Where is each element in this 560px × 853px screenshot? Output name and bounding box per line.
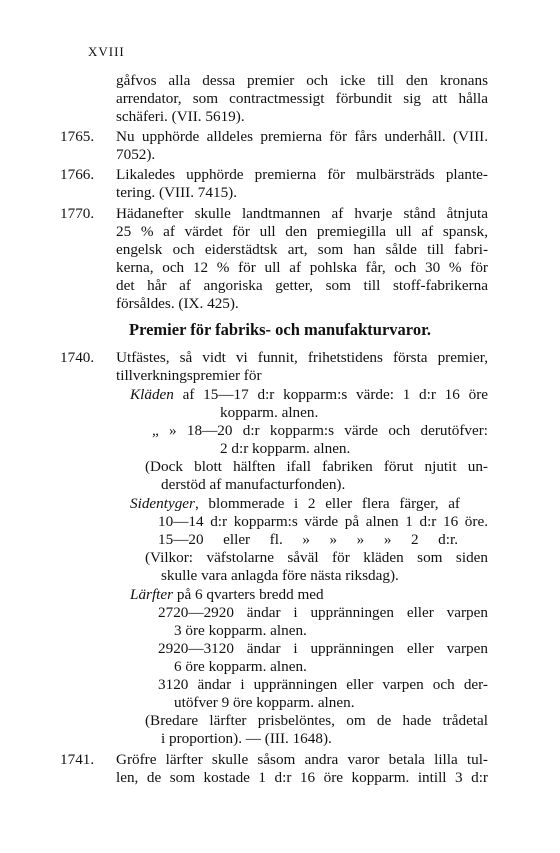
text-line: tillverkningspremier för [116, 367, 262, 384]
text-line: 3120 ändar i uppränningen eller varpen och der- [158, 676, 488, 693]
text-line: kerna, och 12 % för ull af pohlska får, och 30 % för [116, 259, 488, 276]
text-line: gåfvos alla dessa premier och icke till den kronans [116, 72, 488, 89]
text-line: 7052). [116, 146, 156, 163]
section-title: Premier för fabriks- och manufakturvaror. [128, 320, 432, 339]
text-line: (Vilkor: väfstolarne såväl för kläden som siden [145, 549, 488, 566]
text-line: skulle vara anlagda före nästa riksdag). [161, 567, 399, 584]
text-line: Lärfter på 6 qvarters bredd med [130, 586, 324, 603]
year-label: 1770. [60, 205, 95, 222]
text-line: 6 öre kopparm. alnen. [174, 658, 307, 675]
text-line: 3 öre kopparm. alnen. [174, 622, 307, 639]
text-line: 25 % af värdet för ull den premiegilla ull af spansk, [116, 223, 488, 240]
italic-term: Kläden [130, 386, 174, 403]
text-line: Gröfre lärfter skulle såsom andra varor betala lilla tul- [116, 751, 488, 768]
year-label: 1740. [60, 349, 95, 366]
text-line: „ » 18—20 d:r kopparm:s värde och derutöfver: [152, 422, 488, 439]
text-line: len, de som kostade 1 d:r 16 öre kopparm. intill 3 d:r [116, 769, 488, 786]
text-line: kopparm. alnen. [220, 404, 319, 421]
text-line: tering. (VIII. 7415). [116, 184, 238, 201]
italic-term: Sidentyger [130, 495, 195, 512]
text-line: 2 d:r kopparm. alnen. [220, 440, 351, 457]
text-line: 15—20 eller fl. » » » » 2 d:r. [158, 531, 458, 548]
text-line: 10—14 d:r kopparm:s värde på alnen 1 d:r 16 öre. [158, 513, 488, 530]
text-line: Kläden af 15—17 d:r kopparm:s värde: 1 d:r 16 öre [130, 386, 488, 403]
text-line: det hår af angoriska getter, som till stoff-fabrikerna [116, 277, 488, 294]
text-line: derstöd af manufacturfonden). [161, 476, 346, 493]
text-line: (Bredare lärfter prisbelöntes, om de hade trådetal [145, 712, 488, 729]
year-label: 1741. [60, 751, 95, 768]
year-label: 1766. [60, 166, 95, 183]
italic-term: Lärfter [130, 586, 174, 603]
text-line: utöfver 9 öre kopparm. alnen. [174, 694, 355, 711]
text-line: arrendator, som contractmessigt förbundit sig att hålla [116, 90, 488, 107]
text-line: (Dock blott hälften ifall fabriken förut njutit un- [145, 458, 488, 475]
year-label: 1765. [60, 128, 95, 145]
text-line: 2720—2920 ändar i uppränningen eller varpen [158, 604, 488, 621]
text-line: schäferi. (VII. 5619). [116, 108, 245, 125]
text-line: Hädanefter skulle landtmannen af hvarje stånd åtnjuta [116, 205, 488, 222]
text-line: Nu upphörde alldeles premierna för fårs underhåll. (VIII. [116, 128, 488, 145]
text-line: försåldes. (IX. 425). [116, 295, 239, 312]
page-number-header: XVIII [88, 44, 125, 59]
text-line: i proportion). — (III. 1648). [161, 730, 332, 747]
text-line: Likaledes upphörde premierna för mulbärsträds plante- [116, 166, 488, 183]
text-line: Sidentyger, blommerade i 2 eller flera färger, af [130, 495, 460, 512]
text-line: 2920—3120 ändar i uppränningen eller varpen [158, 640, 488, 657]
text-line: Utfästes, så vidt vi funnit, frihetstidens första premier, [116, 349, 488, 366]
text-line: engelsk och eiderstädtsk art, som han sålde till fabri- [116, 241, 488, 258]
